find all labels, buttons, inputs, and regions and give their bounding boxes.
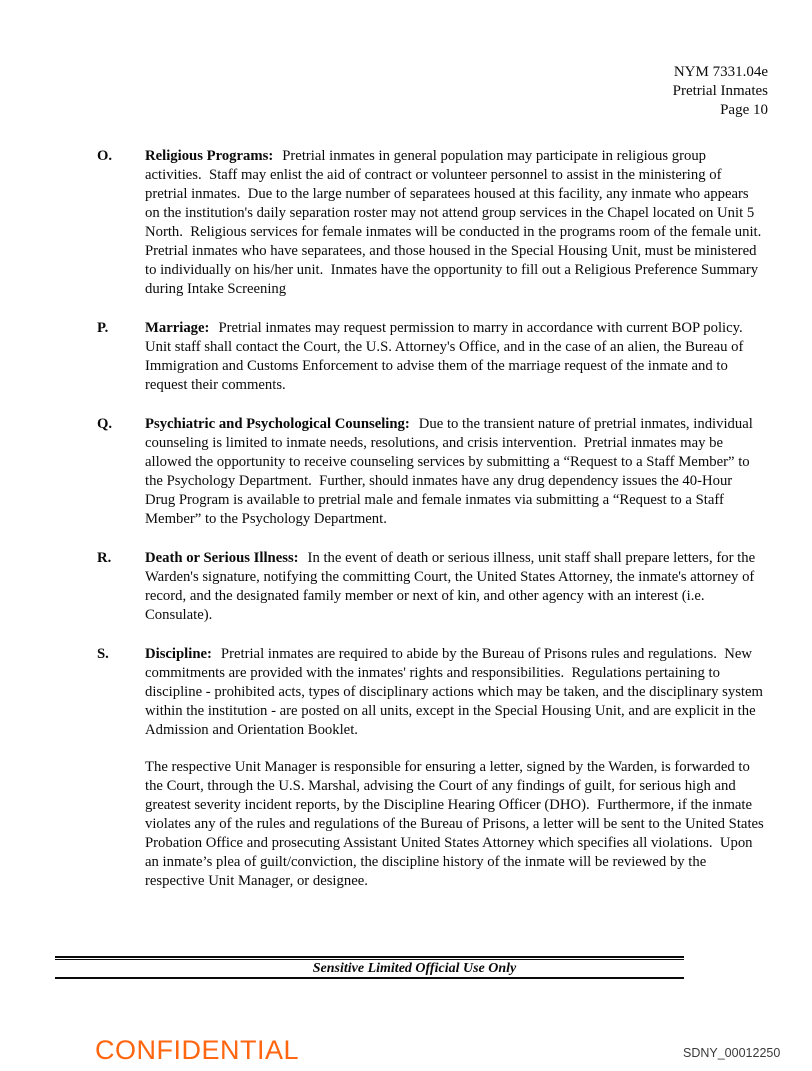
section-heading: Death or Serious Illness:	[145, 550, 299, 566]
classification-banner: Sensitive Limited Official Use Only	[312, 961, 517, 976]
page-number: Page 10	[720, 102, 768, 118]
section-heading: Psychiatric and Psychological Counseling:	[145, 416, 410, 432]
section-heading: Religious Programs:	[145, 148, 274, 164]
section-body-text: Pretrial inmates are required to abide by the Bureau of Prisons rules and regulations. New commitments are provided with the inmates' rights and responsibilities. Regulations pertaining to discipline - prohibited acts, types of disciplinary actions which may be taken, and the disciplinary system within the institution - are posted on all units, except in the Special Housing Unit, and are explicit in the Admission and Orientation Booklet.	[145, 646, 767, 738]
section-paragraph	[145, 147, 769, 299]
section-letter: P.	[97, 320, 109, 336]
section-body-text: Due to the transient nature of pretrial inmates, individual counseling is limited to inmate needs, resolutions, and crisis intervention. Pretrial inmates may be allowed the opportunity to receive counseling services by submitting a “Request to a Staff Member” to the Psychology Department. Further, should inmates have any drug dependency issues the 40-Hour Drug Program is available to pretrial male and female inmates via submitting a “Request to a Staff Member” to the Psychology Department.	[145, 416, 757, 527]
section-paragraph	[145, 645, 765, 740]
section-religious-programs	[97, 147, 769, 299]
section-discipline	[97, 645, 768, 891]
section-paragraph	[145, 549, 765, 625]
section-body-text: In the event of death or serious illness, unit staff shall prepare letters, for the Warden's signature, notifying the committing Court, the United States Attorney, the inmate's attorney of record, and the designated family member or next of kin, and other agency with an interest (i.e. Consulate).	[145, 550, 759, 623]
document-header	[673, 63, 768, 120]
section-body-text: Pretrial inmates may request permission to marry in accordance with current BOP policy. Unit staff shall contact the Court, the U.S. Attorney's Office, and in the case of an alien, the Bureau of Immigration and Customs Enforcement to advise them of the marriage request of the inmate and to request their comments.	[145, 320, 751, 393]
section-death-or-serious-illness	[97, 549, 765, 625]
doc-title: Pretrial Inmates	[672, 83, 768, 99]
section-body-text: Pretrial inmates in general population may participate in religious group activities. Staff may enlist the aid of contract or volunteer personnel to assist in the ministering of pretrial inmates. Due to the large number of separatees housed at this facility, any inmate who appears on the institution's daily separation roster may not attend group services in the Chapel located on Unit 5 North. Religious services for female inmates will be conducted in the programs room of the female unit. Pretrial inmates who have separatees, and those housed in the Special Housing Unit, must be ministered to individually on his/her unit. Inmates have the opportunity to fill out a Religious Preference Summary during Intake Screening	[145, 148, 769, 297]
section-paragraph-2: The respective Unit Manager is responsible for ensuring a letter, signed by the Warden, is forwarded to the Court, through the U.S. Marshal, advising the Court of any findings of guilt, for serious high and greatest severity incident reports, by the Discipline Hearing Officer (DHO). Furthermore, if the inmate violates any of the rules and regulations of the Bureau of Prisons, a letter will be sent to the United States Probation Office and prosecuting Assistant United States Attorney which specifies all violations. Upon an inmate’s plea of guilt/conviction, the discipline history of the inmate will be reviewed by the respective Unit Manager, or designee.	[145, 759, 768, 889]
section-psychiatric-counseling	[97, 415, 765, 529]
section-heading: Marriage:	[145, 320, 210, 336]
section-letter: Q.	[97, 416, 113, 432]
section-letter: S.	[97, 646, 109, 662]
section-letter: R.	[97, 550, 112, 566]
section-paragraph	[145, 415, 765, 529]
classification-footer	[55, 956, 684, 979]
section-marriage	[97, 319, 765, 395]
section-paragraph	[145, 319, 765, 395]
confidential-stamp: CONFIDENTIAL	[95, 1035, 300, 1065]
section-heading: Discipline:	[145, 646, 212, 662]
bates-number: SDNY_00012250	[683, 1046, 781, 1060]
section-letter: O.	[97, 148, 113, 164]
doc-number: NYM 7331.04e	[673, 64, 768, 80]
footer-bottom-rule	[55, 977, 684, 979]
document-body	[97, 147, 769, 911]
